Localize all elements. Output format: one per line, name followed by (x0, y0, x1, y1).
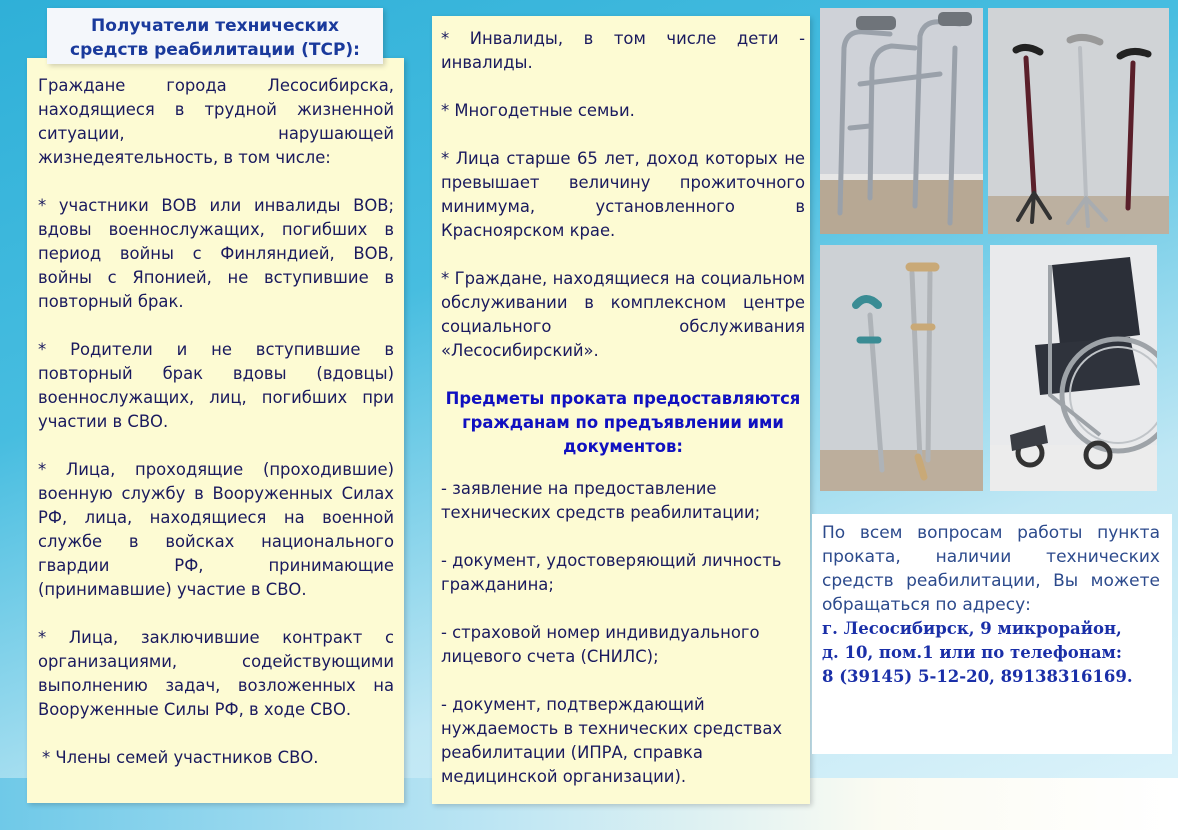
recipient-item-wwii: * участники ВОВ или инвалиды ВОВ; вдовы военнослужащих, погибших в период войны с Финляндией, ВОВ, войны с Японией, не вступившие в повторный брак. (38, 196, 394, 311)
recipient-item-contractors: * Лица, заключившие контракт с организациями, содействующими выполнению задач, возложенных на Вооруженные Силы РФ, в ходе СВО. (38, 628, 394, 719)
recipients-list-panel (27, 58, 404, 803)
contact-address-line-2: д. 10, пом.1 или по телефонам: (822, 643, 1122, 662)
title-line-2: средств реабилитации (ТСР): (70, 40, 360, 60)
recipient-item-disabled: * Инвалиды, в том числе дети - инвалиды. (441, 29, 805, 72)
contact-address-line-1: г. Лесосибирск, 9 микрорайон, (822, 619, 1122, 638)
contact-info-panel (812, 514, 1172, 754)
documents-heading: Предметы проката предоставляются гражданам по предъявлении ими документов: (445, 389, 801, 456)
title-line-1: Получатели технических (91, 16, 339, 36)
recipients-title (47, 8, 383, 64)
recipient-item-seniors: * Лица старше 65 лет, доход которых не превышает величину прожиточного минимума, установленного в Красноярском крае. (441, 149, 805, 240)
recipient-item-parents-widows: * Родители и не вступившие в повторный брак вдовы (вдовцы) военнослужащих, лиц, погибших при участии в СВО. (38, 340, 394, 431)
recipient-item-large-families: * Многодетные семьи. (441, 101, 635, 120)
walker-photo (820, 8, 983, 234)
recipient-item-social-service: * Граждане, находящиеся на социальном обслуживании в комплексном центре социального обслуживания «Лесосибирский». (441, 269, 805, 360)
recipients-intro: Граждане города Лесосибирска, находящиеся в трудной жизненной ситуации, нарушающей жизнедеятельность, в том числе: (38, 76, 394, 167)
crutches-photo (820, 245, 983, 491)
document-item-snils: - страховой номер индивидуального лицевого счета (СНИЛС); (441, 623, 760, 666)
document-item-application: - заявление на предоставление технических средств реабилитации; (441, 479, 761, 522)
wheelchair-photo (990, 245, 1157, 491)
recipient-item-military-service: * Лица, проходящие (проходившие) военную службу в Вооруженных Силах РФ, лица, находящиеся на военной службе в войсках национального гвардии РФ, принимающие (принимавшие) участие в СВО. (38, 460, 394, 599)
contact-phones: 8 (39145) 5-12-20, 89138316169. (822, 667, 1133, 686)
contact-text: По всем вопросам работы пункта проката, наличии технических средств реабилитации, Вы можете обращаться по адресу: (822, 523, 1160, 615)
document-item-need-proof: - документ, подтверждающий нуждаемость в технических средствах реабилитации (ИПРА, справка медицинской организации). (441, 695, 783, 786)
recipient-item-family-members: * Члены семей участников СВО. (42, 748, 319, 767)
document-item-identity: - документ, удостоверяющий личность гражданина; (441, 551, 782, 594)
canes-photo (988, 8, 1169, 234)
recipients-and-documents-panel (432, 16, 810, 804)
